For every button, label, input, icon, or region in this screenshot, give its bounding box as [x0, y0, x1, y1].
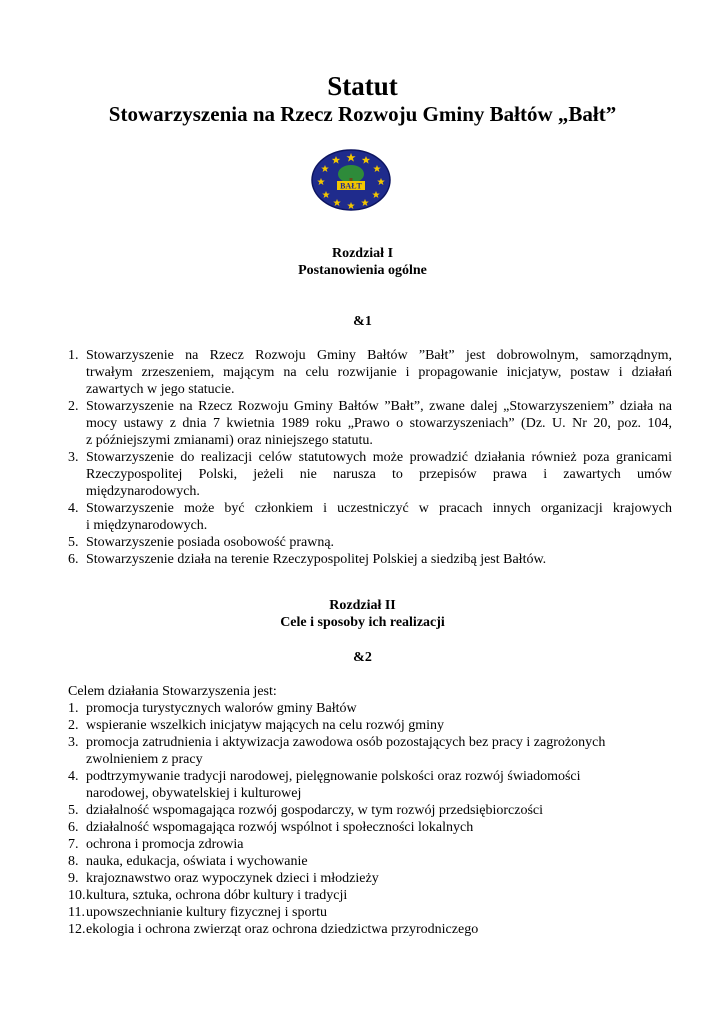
- list-item-number: 10.: [68, 888, 86, 903]
- list-item-text-line: wspieranie wszelkich inicjatyw mających na celu rozwój gminy: [86, 718, 445, 733]
- list-item: [68, 802, 672, 819]
- list-item-text-line: Stowarzyszenie na Rzecz Rozwoju Gminy Bałtów ”Bałt”, zwane dalej „Stowarzyszeniem” działa na: [86, 399, 672, 414]
- list-item: [68, 449, 672, 500]
- list-item-text-line: Stowarzyszenie na Rzecz Rozwoju Gminy Bałtów ”Bałt” jest dobrowolnym, samorządnym,: [86, 348, 672, 363]
- list-item-text-line: Stowarzyszenie do realizacji celów statutowych może prowadzić działania również poza granicami: [86, 450, 672, 465]
- list-item: [68, 551, 672, 568]
- list-item-text-line: krajoznawstwo oraz wypoczynek dzieci i młodzieży: [86, 871, 379, 886]
- list-item: [68, 853, 672, 870]
- list-item-number: 3.: [68, 735, 79, 750]
- list-item-text-line: promocja turystycznych walorów gminy Bałtów: [86, 701, 357, 716]
- list-item-number: 5.: [68, 803, 79, 818]
- list-item: [68, 819, 672, 836]
- list-item: [68, 534, 672, 551]
- list-item-number: 4.: [68, 769, 79, 784]
- list-item-text-line: trwałym zrzeszeniem, mającym na celu rozwijanie i propagowanie inicjatyw, postaw i działań: [86, 365, 672, 380]
- list-item-text-line: zwolnieniem z pracy: [86, 752, 203, 767]
- list-item-text-line: ochrona i promocja zdrowia: [86, 837, 244, 852]
- list-item-number: 9.: [68, 871, 79, 886]
- list-item-number: 5.: [68, 535, 79, 550]
- list-item: [68, 347, 672, 398]
- list-item: [68, 700, 672, 717]
- list-item-number: 3.: [68, 450, 79, 465]
- list-item-number: 2.: [68, 718, 79, 733]
- chapter2-goals: [68, 700, 672, 938]
- chapter2-intro: Celem działania Stowarzyszenia jest:: [68, 684, 277, 699]
- chapter2-heading: Rozdział II: [329, 598, 396, 613]
- list-item: [68, 768, 672, 802]
- list-item-text-line: kultura, sztuka, ochrona dóbr kultury i tradycji: [86, 888, 348, 903]
- list-item: [68, 398, 672, 449]
- list-item: [68, 734, 672, 768]
- list-item-number: 4.: [68, 501, 79, 516]
- list-item-text-line: działalność wspomagająca rozwój gospodarczy, w tym rozwój przedsiębiorczości: [86, 803, 544, 818]
- list-item-text-line: i międzynarodowych.: [86, 518, 208, 533]
- chapter1-provisions: [68, 347, 672, 568]
- list-item-text-line: Rzeczypospolitej Polski, jeżeli nie narusza to przepisów prawa i zawartych umów: [86, 467, 672, 482]
- chapter1-section-mark: &1: [353, 314, 372, 329]
- chapter1-subheading: Postanowienia ogólne: [298, 263, 427, 278]
- chapter1-heading: Rozdział I: [331, 246, 394, 261]
- list-item-text-line: Stowarzyszenie może być członkiem i uczestniczyć w pracach innych organizacji krajowych: [86, 501, 672, 516]
- list-item-number: 6.: [68, 552, 79, 567]
- list-item-text-line: nauka, edukacja, oświata i wychowanie: [86, 854, 308, 869]
- list-item-text-line: działalność wspomagająca rozwój wspólnot i społeczności lokalnych: [86, 820, 474, 835]
- list-item-text-line: narodowej, obywatelskiej i kulturowej: [86, 786, 302, 801]
- logo-text: BAŁT: [340, 181, 362, 191]
- list-item: [68, 904, 672, 921]
- list-item: [68, 500, 672, 534]
- list-item-text-line: upowszechnianie kultury fizycznej i sportu: [86, 905, 328, 920]
- document-subtitle: Stowarzyszenia na Rzecz Rozwoju Gminy Bałtów „Bałt”: [108, 102, 617, 126]
- list-item: [68, 836, 672, 853]
- list-item-text-line: z późniejszymi zmianami) oraz niniejszego statutu.: [86, 433, 373, 448]
- list-item-text-line: międzynarodowych.: [86, 484, 200, 499]
- list-item-number: 6.: [68, 820, 79, 835]
- list-item-number: 1.: [68, 701, 79, 716]
- association-logo: [310, 148, 392, 212]
- list-item: [68, 887, 672, 904]
- list-item: [68, 870, 672, 887]
- list-item-number: 7.: [68, 837, 79, 852]
- list-item: [68, 921, 672, 938]
- list-item: [68, 717, 672, 734]
- list-item-number: 11.: [68, 905, 85, 920]
- list-item-number: 1.: [68, 348, 79, 363]
- list-item-text-line: Stowarzyszenie działa na terenie Rzeczypospolitej Polskiej a siedzibą jest Bałtów.: [86, 552, 547, 567]
- list-item-number: 2.: [68, 399, 79, 414]
- list-item-text-line: podtrzymywanie tradycji narodowej, pielęgnowanie polskości oraz rozwój świadomości: [86, 769, 581, 784]
- list-item-number: 8.: [68, 854, 79, 869]
- chapter2-subheading: Cele i sposoby ich realizacji: [280, 615, 445, 630]
- list-item-text-line: zawartych w jego statucie.: [86, 382, 235, 397]
- document-title: Statut: [327, 71, 398, 101]
- list-item-text-line: Stowarzyszenie posiada osobowość prawną.: [86, 535, 335, 550]
- list-item-text-line: mocy ustawy z dnia 7 kwietnia 1989 roku „Prawo o stowarzyszeniach” (Dz. U. Nr 20, poz. 104,: [86, 416, 672, 431]
- list-item-text-line: promocja zatrudnienia i aktywizacja zawodowa osób pozostających bez pracy i zagrożonych: [86, 735, 606, 750]
- list-item-text-line: ekologia i ochrona zwierząt oraz ochrona dziedzictwa przyrodniczego: [86, 922, 479, 937]
- chapter2-section-mark: &2: [353, 650, 372, 665]
- list-item-number: 12.: [68, 922, 86, 937]
